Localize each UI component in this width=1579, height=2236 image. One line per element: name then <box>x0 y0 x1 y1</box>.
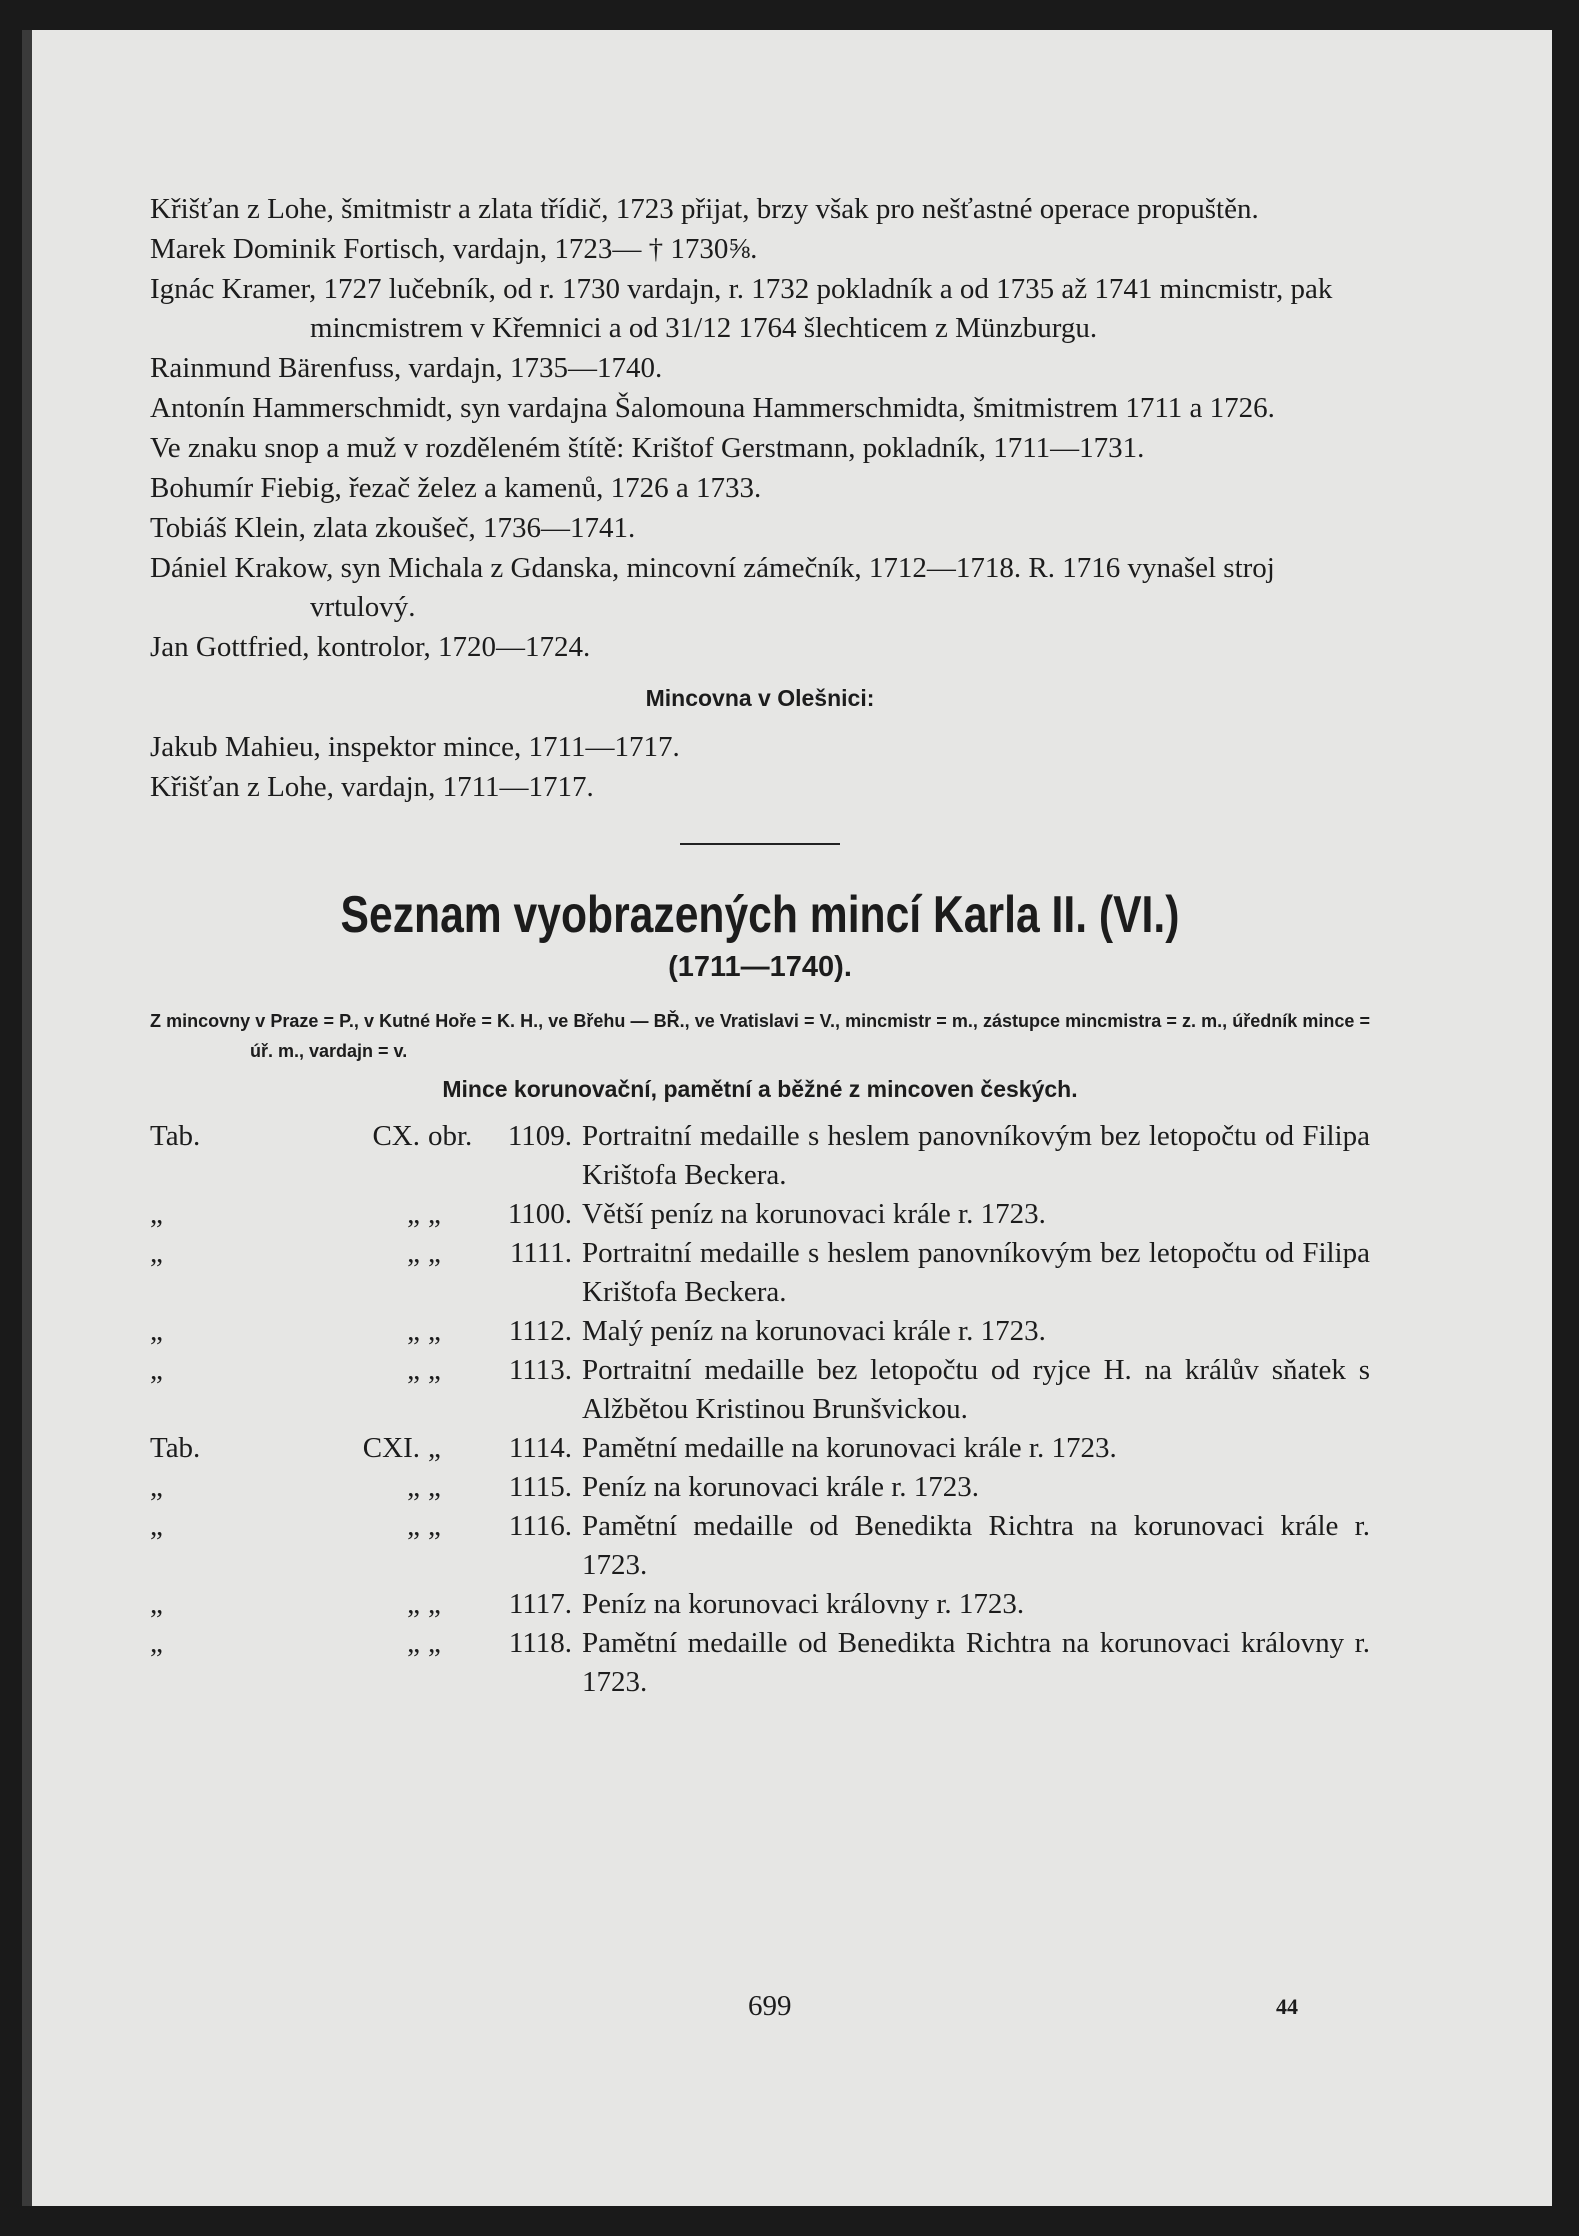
figure-number: 1116. <box>508 1510 572 1542</box>
tab-label: Tab. <box>150 1432 201 1464</box>
plate-number: „ <box>407 1471 420 1503</box>
figure-number: 1115. <box>508 1471 572 1503</box>
staff-entry: Antonín Hammerschmidt, syn vardajna Šalomouna Hammerschmidta, šmitmistrem 1711 a 1726. <box>150 392 1275 424</box>
figure-number: 1118. <box>508 1627 572 1659</box>
abbreviations-note: Z mincovny v Praze = P., v Kutné Hoře = K. H., ve Břehu — BŘ., ve Vratislavi = V., mincmistr = m., zástupce mincmistra = z. m., úředník mince = úř. m., vardajn = v. <box>150 1011 1370 1061</box>
page-content <box>150 190 1370 1702</box>
coin-description: Portraitní medaille bez letopočtu od ryjce H. na králův sňatek s Alžbětou Kristinou Brunšvickou. <box>582 1354 1370 1425</box>
coin-row <box>150 1195 1370 1234</box>
tab-label: „ <box>150 1354 163 1386</box>
book-page <box>22 30 1552 2206</box>
figure-label: „ <box>428 1627 441 1659</box>
tab-label: „ <box>150 1315 163 1347</box>
tab-label: „ <box>150 1510 163 1542</box>
olesnice-entry: Jakub Mahieu, inspektor mince, 1711—1717. <box>150 731 680 763</box>
coin-row <box>150 1507 1370 1585</box>
tab-label: „ <box>150 1627 163 1659</box>
olesnice-heading: Mincovna v Olešnici: <box>645 685 875 711</box>
figure-number: 1117. <box>508 1588 572 1620</box>
page-spine <box>22 30 32 2206</box>
page-number: 699 <box>748 1990 792 2022</box>
plate-number: „ <box>407 1627 420 1659</box>
staff-entry: Ve znaku snop a muž v rozděleném štítě: Krištof Gerstmann, pokladník, 1711—1731. <box>150 432 1145 464</box>
plate-number: „ <box>407 1315 420 1347</box>
figure-number: 1112. <box>508 1315 572 1347</box>
coin-description: Peníz na korunovaci krále r. 1723. <box>582 1471 980 1503</box>
plate-number: „ <box>407 1588 420 1620</box>
olesnice-entry: Křišťan z Lohe, vardajn, 1711—1717. <box>150 771 594 803</box>
staff-entry: Jan Gottfried, kontrolor, 1720—1724. <box>150 631 591 663</box>
coin-row <box>150 1585 1370 1624</box>
figure-label: „ <box>428 1432 441 1464</box>
coin-row <box>150 1351 1370 1429</box>
coin-row <box>150 1429 1370 1468</box>
plate-number: „ <box>407 1237 420 1269</box>
coin-description: Pamětní medaille od Benedikta Richtra na korunovaci krále r. 1723. <box>582 1510 1370 1581</box>
coin-description: Větší peníz na korunovaci krále r. 1723. <box>582 1198 1046 1230</box>
coin-description: Peníz na korunovaci královny r. 1723. <box>582 1588 1025 1620</box>
tab-label: „ <box>150 1237 163 1269</box>
coin-row <box>150 1468 1370 1507</box>
staff-entry: Marek Dominik Fortisch, vardajn, 1723— † 1730⅝. <box>150 233 758 265</box>
staff-list <box>150 190 1370 667</box>
staff-entry: Tobiáš Klein, zlata zkoušeč, 1736—1741. <box>150 512 636 544</box>
coin-description: Pamětní medaille od Benedikta Richtra na korunovaci královny r. 1723. <box>582 1627 1370 1698</box>
coin-description: Portraitní medaille s heslem panovníkovým bez letopočtu od Filipa Krištofa Beckera. <box>582 1120 1370 1191</box>
tab-label: „ <box>150 1471 163 1503</box>
coin-description: Portraitní medaille s heslem panovníkovým bez letopočtu od Filipa Krištofa Beckera. <box>582 1237 1370 1308</box>
tab-label: Tab. <box>150 1120 201 1152</box>
tab-label: „ <box>150 1588 163 1620</box>
figure-number: 1100. <box>507 1198 572 1230</box>
figure-label: „ <box>428 1510 441 1542</box>
coin-row <box>150 1117 1370 1195</box>
figure-label: „ <box>428 1354 441 1386</box>
staff-entry: Křišťan z Lohe, šmitmistr a zlata třídič, 1723 přijat, brzy však pro nešťastné operace propuštěn. <box>150 193 1259 225</box>
signature-mark: 44 <box>1276 1994 1298 2019</box>
plate-number: „ <box>407 1354 420 1386</box>
coin-subheading: Mince korunovační, pamětní a běžné z mincoven českých. <box>442 1076 1078 1102</box>
section-title: Seznam vyobrazených mincí Karla II. (VI.) <box>340 886 1180 944</box>
figure-label: „ <box>428 1588 441 1620</box>
staff-entry: Bohumír Fiebig, řezač želez a kamenů, 1726 a 1733. <box>150 472 762 504</box>
figure-number: 1111. <box>509 1237 572 1269</box>
plate-number: „ <box>407 1510 420 1542</box>
plate-number: CX. <box>372 1120 420 1152</box>
plate-number: CXI. <box>362 1432 420 1464</box>
figure-label: „ <box>428 1315 441 1347</box>
figure-label: „ <box>428 1471 441 1503</box>
figure-number: 1109. <box>507 1120 572 1152</box>
figure-label: „ <box>428 1237 441 1269</box>
coin-row <box>150 1624 1370 1702</box>
tab-label: „ <box>150 1198 163 1230</box>
figure-label: „ <box>428 1198 441 1230</box>
staff-entry: Ignác Kramer, 1727 lučebník, od r. 1730 vardajn, r. 1732 pokladník a od 1735 až 1741 mincmistr, pak mincmistrem v Křemnici a od 31/12 1764 šlechticem z Münzburgu. <box>150 273 1333 344</box>
staff-entry: Rainmund Bärenfuss, vardajn, 1735—1740. <box>150 352 663 384</box>
section-divider <box>680 843 840 845</box>
coin-row <box>150 1234 1370 1312</box>
figure-label: obr. <box>428 1120 473 1152</box>
coin-table <box>150 1117 1370 1702</box>
section-years: (1711—1740). <box>668 951 852 983</box>
figure-number: 1114. <box>508 1432 572 1464</box>
coin-description: Pamětní medaille na korunovaci krále r. 1723. <box>582 1432 1117 1464</box>
figure-number: 1113. <box>508 1354 572 1386</box>
plate-number: „ <box>407 1198 420 1230</box>
coin-description: Malý peníz na korunovaci krále r. 1723. <box>582 1315 1046 1347</box>
olesnice-list <box>150 728 1370 807</box>
coin-row <box>150 1312 1370 1351</box>
staff-entry: Dániel Krakow, syn Michala z Gdanska, mincovní zámečník, 1712—1718. R. 1716 vynašel stroj vrtulový. <box>150 552 1275 623</box>
